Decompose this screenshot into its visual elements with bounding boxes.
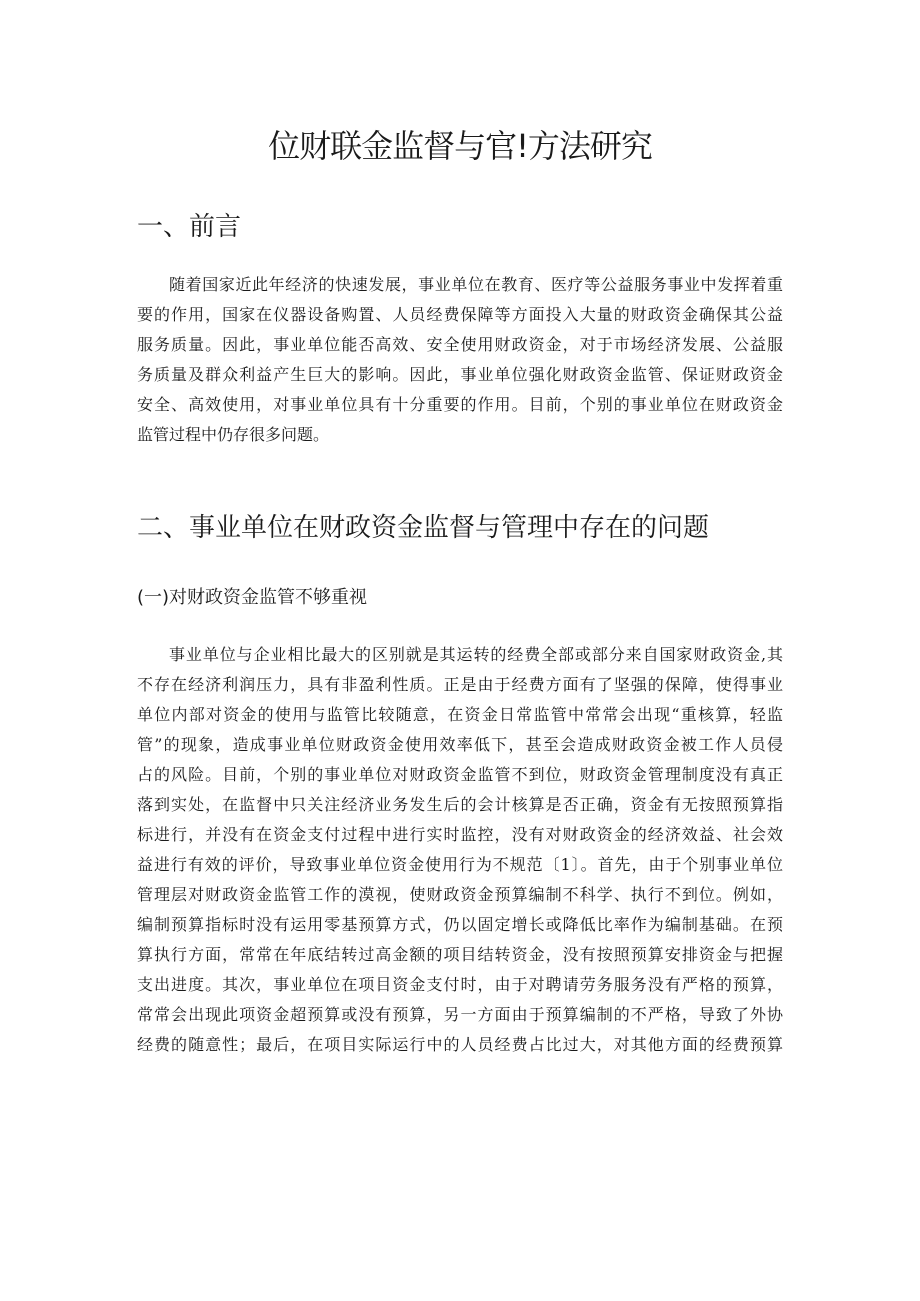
paragraph-line: 监管过程中仍存很多问题。 (137, 425, 330, 444)
section-heading-preface: 一、前言 (137, 212, 242, 242)
paragraph-line: 管”的现象，造成事业单位财政资金使用效率低下，甚至会造成财政资金被工作人员侵 (137, 735, 783, 754)
section-heading-problems: 二、事业单位在财政资金监督与管理中存在的问题 (137, 513, 710, 543)
paragraph-line: 落到实处，在监督中只关注经济业务发生后的会计核算是否正确，资金有无按照预算指 (137, 795, 783, 814)
paragraph-line: 要的作用，国家在仪器设备购置、人员经费保障等方面投入大量的财政资金确保其公益 (137, 305, 783, 324)
oversight-paragraph (137, 640, 783, 1060)
preface-paragraph (137, 270, 783, 450)
document-title: 位财联金监督与官!方法研究 (268, 127, 652, 165)
paragraph-line: 益进行有效的评价，导致事业单位资金使用行为不规范〔1〕。首先，由于个别事业单位 (137, 855, 783, 874)
paragraph-line: 标进行，并没有在资金支付过程中进行实时监控，没有对财政资金的经济效益、社会效 (137, 825, 783, 844)
paragraph-line: 事业单位与企业相比最大的区别就是其运转的经费全部或部分来自国家财政资金,其 (169, 645, 783, 664)
paragraph-line: 常常会出现此项资金超预算或没有预算，另一方面由于预算编制的不严格，导致了外协 (137, 1005, 783, 1024)
paragraph-line: 管理层对财政资金监管工作的漠视，使财政资金预算编制不科学、执行不到位。例如， (137, 885, 783, 904)
paragraph-line: 占的风险。目前，个别的事业单位对财政资金监管不到位，财政资金管理制度没有真正 (137, 765, 783, 784)
subsection-heading-oversight: (一)对财政资金监管不够重视 (137, 587, 368, 608)
paragraph-line: 安全、高效使用，对事业单位具有十分重要的作用。目前，个别的事业单位在财政资金 (137, 395, 783, 414)
paragraph-line: 服务质量。因此，事业单位能否高效、安全使用财政资金，对于市场经济发展、公益服 (137, 335, 783, 354)
paragraph-line: 支出进度。其次，事业单位在项目资金支付时，由于对聘请劳务服务没有严格的预算， (137, 975, 783, 994)
paragraph-line: 经费的随意性；最后，在项目实际运行中的人员经费占比过大，对其他方面的经费预算 (137, 1035, 783, 1054)
paragraph-line: 编制预算指标时没有运用零基预算方式，仍以固定增长或降低比率作为编制基础。在预 (137, 915, 783, 934)
paragraph-line: 算执行方面，常常在年底结转过高金额的项目结转资金，没有按照预算安排资金与把握 (137, 945, 783, 964)
paragraph-line: 随着国家近此年经济的快速发展，事业单位在教育、医疗等公益服务事业中发挥着重 (169, 275, 783, 294)
paragraph-line: 不存在经济利润压力，具有非盈利性质。正是由于经费方面有了坚强的保障，使得事业 (137, 675, 783, 694)
paragraph-line: 务质量及群众利益产生巨大的影响。因此，事业单位强化财政资金监管、保证财政资金 (137, 365, 783, 384)
paragraph-line: 单位内部对资金的使用与监管比较随意，在资金日常监管中常常会出现“重核算，轻监 (137, 705, 783, 724)
